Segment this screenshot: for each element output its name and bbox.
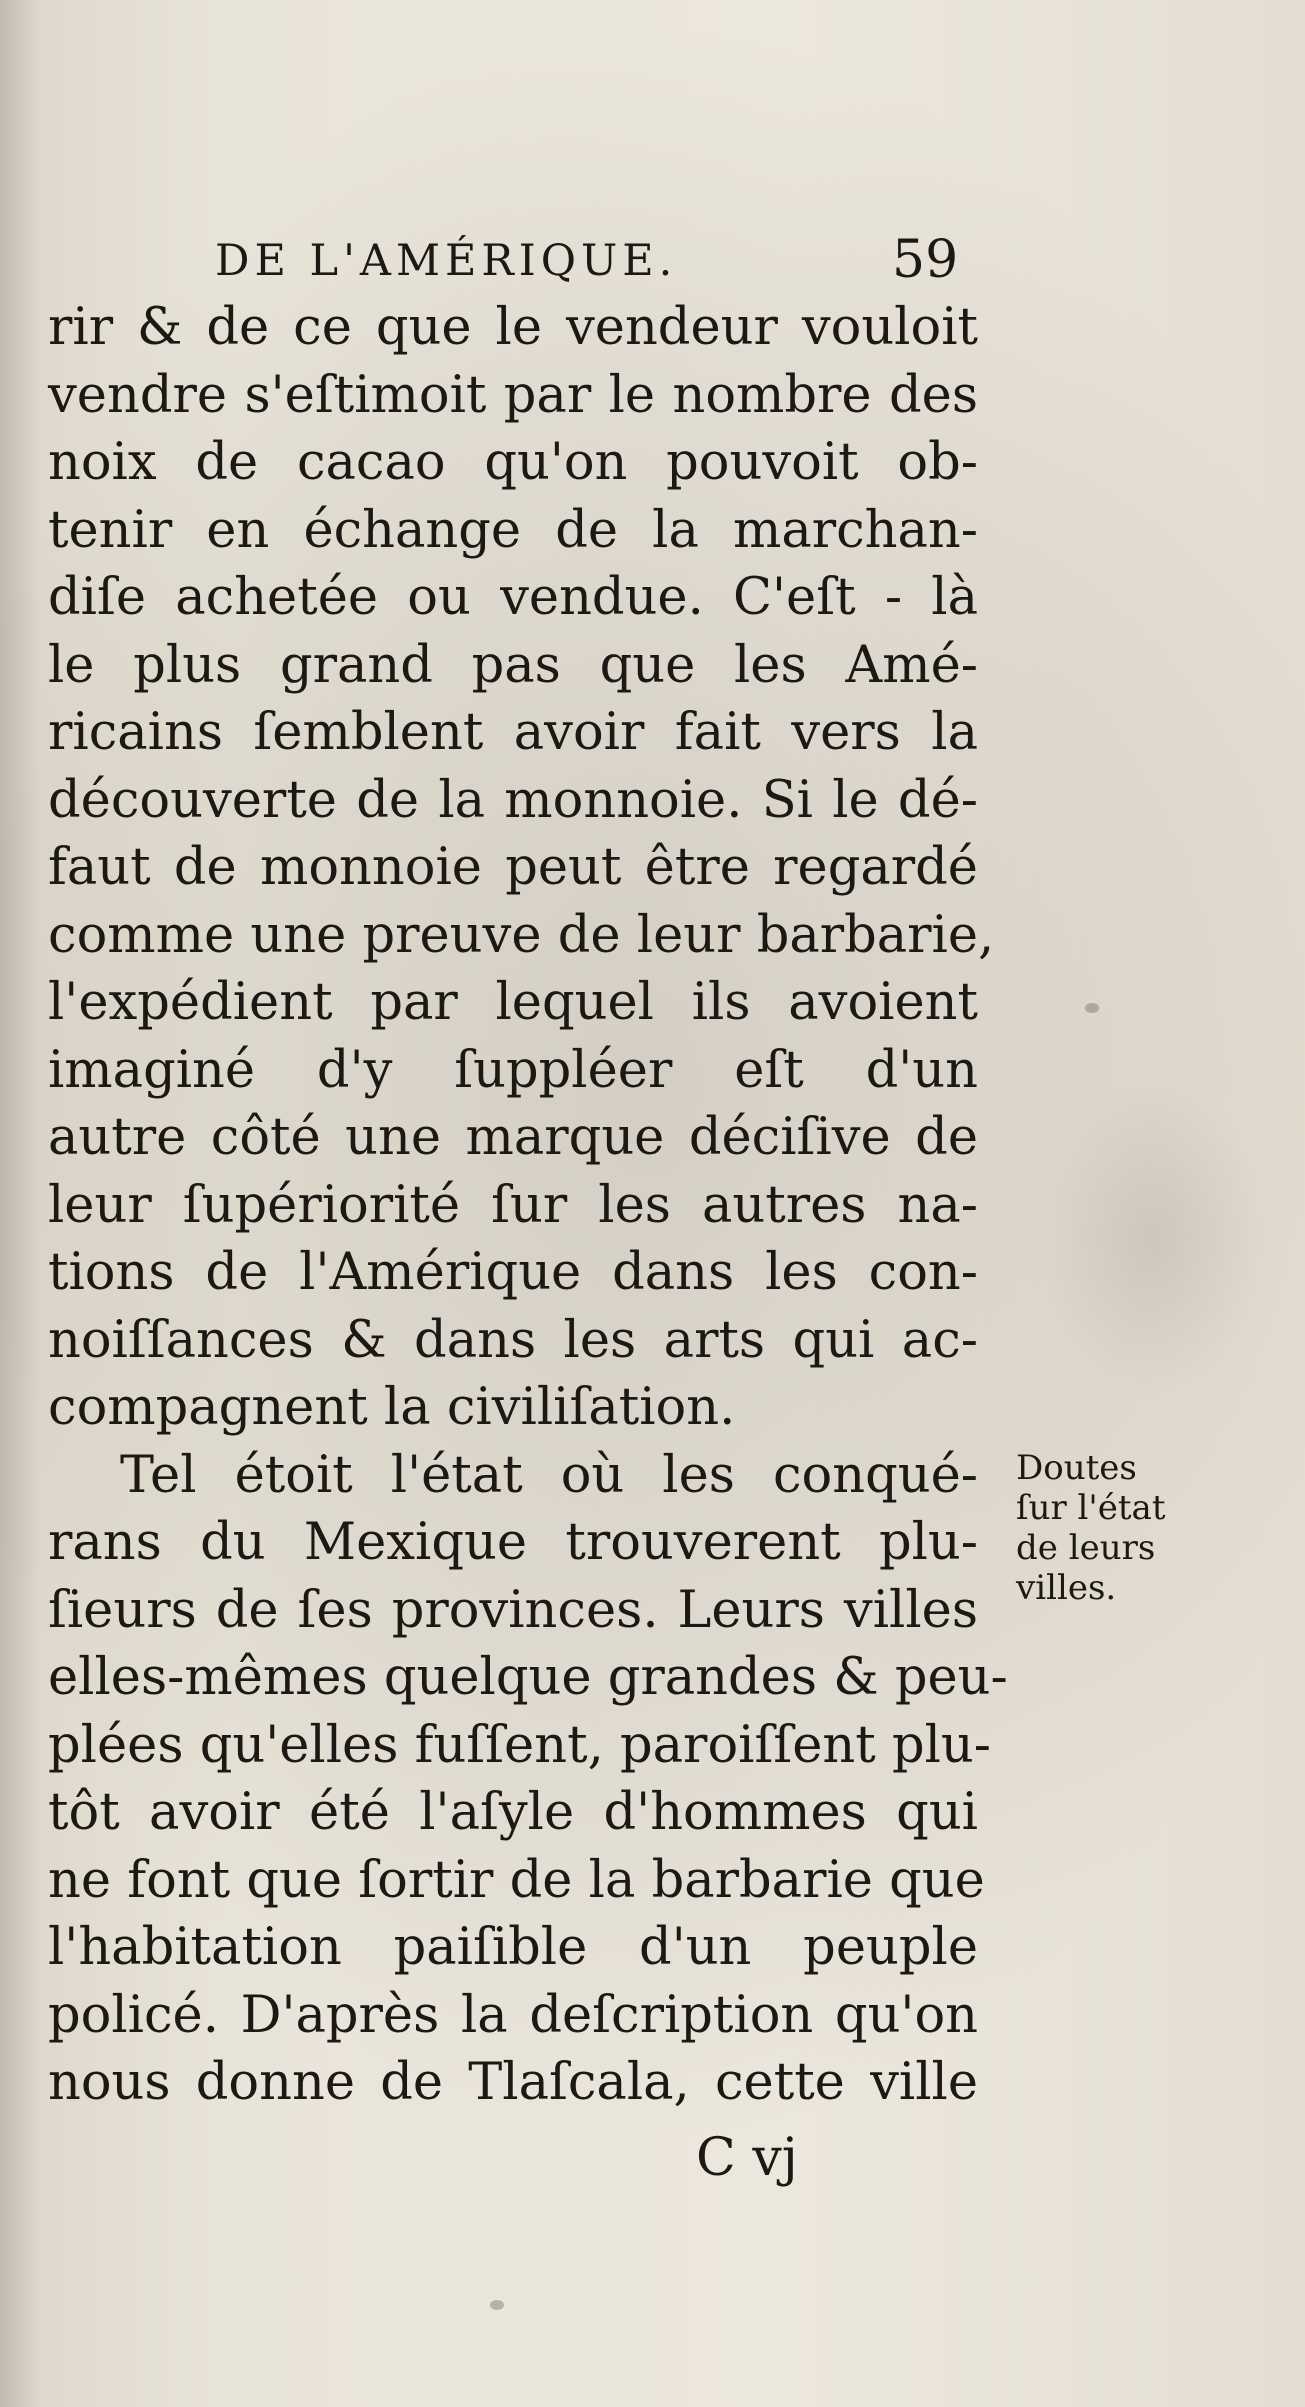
- body-text: [48, 294, 1008, 2117]
- margin-note-line: Doutes: [1016, 1448, 1137, 1488]
- margin-note-line: ſur l'état: [1016, 1488, 1166, 1528]
- text-line: policé. D'après la deſcription qu'on: [48, 1985, 978, 2045]
- text-line: rir & de ce que le vendeur vouloit: [48, 298, 978, 357]
- text-line: noiſſances & dans les arts qui ac-: [48, 1310, 978, 1370]
- text-line: découverte de la monnoie. Si le dé-: [48, 770, 978, 830]
- text-line: Tel étoit l'état où les conqué-: [120, 1445, 978, 1505]
- ink-bleed-through: [1040, 1080, 1270, 1400]
- margin-note-line: de leurs: [1016, 1528, 1156, 1568]
- text-line: l'habitation paiſible d'un peuple: [48, 1918, 978, 1977]
- text-line: compagnent la civiliſation.: [48, 1378, 736, 1437]
- running-head: DE L'AMÉRIQUE.: [215, 236, 678, 286]
- text-line: comme une preuve de leur barbarie,: [48, 905, 995, 965]
- paper-speck: [490, 2300, 504, 2310]
- signature-mark: C vj: [696, 2128, 798, 2188]
- text-line: autre côté une marque déciſive de: [48, 1108, 978, 1167]
- gutter-shadow: [0, 0, 40, 2407]
- text-line: vendre s'eſtimoit par le nombre des: [48, 365, 978, 425]
- text-line: ne font que ſortir de la barbarie que: [48, 1850, 985, 1910]
- margin-note: [1016, 1448, 1216, 1608]
- text-line: noix de cacao qu'on pouvoit ob-: [48, 433, 978, 492]
- text-line: tôt avoir été l'aſyle d'hommes qui: [48, 1783, 978, 1842]
- text-line: tions de l'Amérique dans les con-: [48, 1243, 978, 1302]
- text-line: nous donne de Tlaſcala, cette ville: [48, 2053, 978, 2112]
- paper-speck: [1085, 1003, 1099, 1013]
- text-line: imaginé d'y ſuppléer eſt d'un: [48, 1040, 978, 1100]
- page-number: 59: [892, 230, 959, 290]
- text-line: ſieurs de ſes provinces. Leurs villes: [48, 1580, 978, 1640]
- text-line: faut de monnoie peut être regardé: [48, 838, 978, 897]
- text-line: rans du Mexique trouverent plu-: [48, 1513, 978, 1572]
- text-line: diſe achetée ou vendue. C'eſt - là: [48, 568, 978, 627]
- text-line: elles-mêmes quelque grandes & peu-: [48, 1648, 1008, 1707]
- text-line: l'expédient par lequel ils avoient: [48, 973, 978, 1032]
- page-header: [0, 230, 1305, 296]
- text-line: le plus grand pas que les Amé-: [48, 635, 978, 695]
- text-line: ricains ſemblent avoir fait vers la: [48, 703, 978, 762]
- margin-note-line: villes.: [1016, 1568, 1117, 1608]
- text-line: plées qu'elles fuſſent, paroiſſent plu-: [48, 1715, 991, 1775]
- text-line: leur ſupériorité ſur les autres na-: [48, 1175, 978, 1235]
- text-line: tenir en échange de la marchan-: [48, 500, 978, 560]
